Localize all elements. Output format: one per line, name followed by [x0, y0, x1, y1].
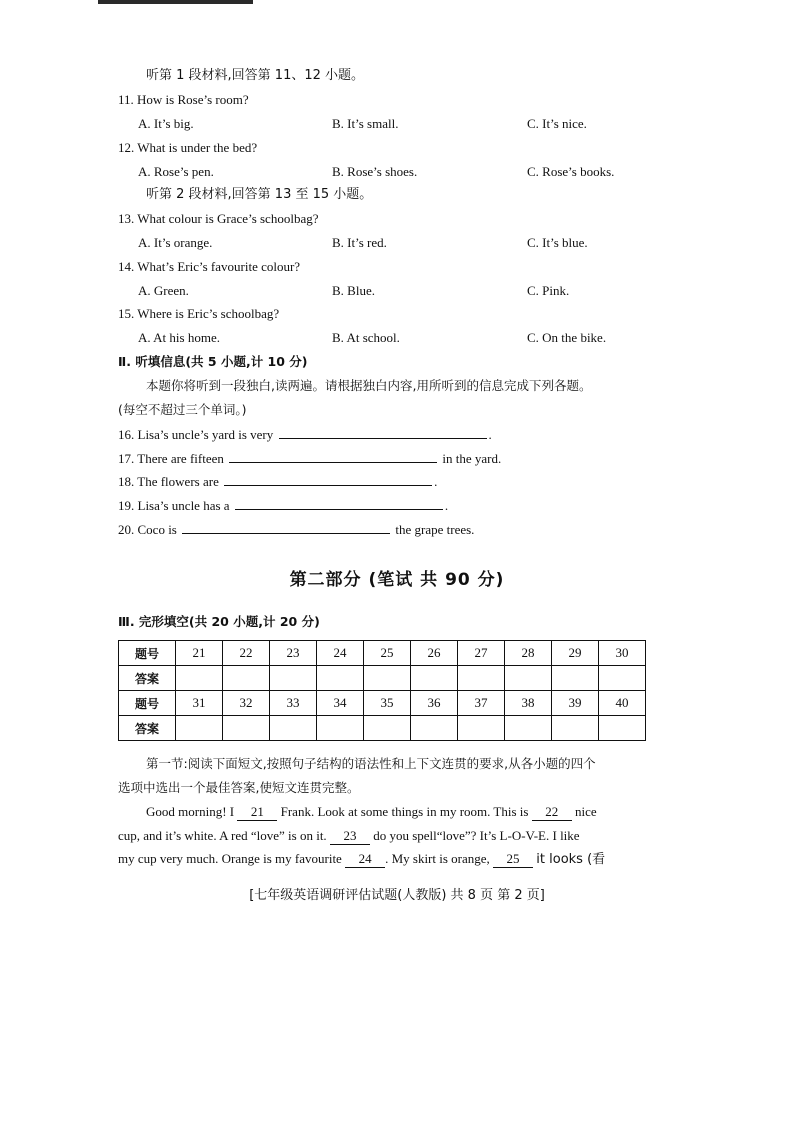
- passage-line-1: [146, 804, 597, 821]
- row-label-number: 题号: [119, 641, 176, 666]
- q15-option-a: A. At his home.: [138, 330, 220, 345]
- table-row: [119, 716, 646, 741]
- answer-cell[interactable]: [552, 666, 599, 691]
- section-2-instruction-note: (每空不超过三个单词。): [118, 402, 247, 417]
- number-cell: 25: [364, 641, 411, 666]
- q19-end: .: [444, 498, 449, 513]
- part-2-title: 第二部分 (笔试 共 90 分): [289, 570, 505, 590]
- number-cell: 37: [458, 691, 505, 716]
- q12-option-a: A. Rose’s pen.: [138, 164, 214, 179]
- passage-text: nice: [574, 804, 597, 819]
- answer-cell[interactable]: [505, 666, 552, 691]
- number-cell: 24: [317, 641, 364, 666]
- q13-option-c: C. It’s blue.: [527, 235, 588, 250]
- passage-text: cup, and it’s white. A red “love” is on it.: [118, 828, 327, 843]
- answer-cell[interactable]: [364, 716, 411, 741]
- question-18: [118, 473, 437, 490]
- number-cell: 28: [505, 641, 552, 666]
- number-cell: 32: [223, 691, 270, 716]
- answer-table: [118, 640, 646, 741]
- q16-blank[interactable]: [279, 426, 487, 439]
- number-cell: 22: [223, 641, 270, 666]
- question-19: [118, 497, 448, 514]
- question-12: 12. What is under the bed?: [118, 140, 258, 155]
- q11-option-c: C. It’s nice.: [527, 116, 587, 131]
- q14-option-c: C. Pink.: [527, 283, 570, 298]
- number-cell: 26: [411, 641, 458, 666]
- question-13: 13. What colour is Grace’s schoolbag?: [118, 211, 319, 226]
- passage-line-3: [118, 851, 605, 868]
- passage-text: . My skirt is orange,: [385, 851, 490, 866]
- number-cell: 39: [552, 691, 599, 716]
- q14-option-a: A. Green.: [138, 283, 189, 298]
- q19-text: 19. Lisa’s uncle has a: [118, 498, 230, 513]
- section-2-heading: Ⅱ. 听填信息(共 5 小题,计 10 分): [118, 354, 308, 369]
- q16-end: .: [488, 427, 492, 442]
- q17-text: 17. There are fifteen: [118, 451, 224, 466]
- answer-cell[interactable]: [176, 716, 223, 741]
- section-2-instruction: 本题你将听到一段独白,读两遍。请根据独白内容,用所听到的信息完成下列各题。: [146, 378, 592, 393]
- passage-text: Frank. Look at some things in my room. This is: [280, 804, 529, 819]
- answer-cell[interactable]: [552, 716, 599, 741]
- answer-cell[interactable]: [599, 666, 646, 691]
- passage-line-2: [118, 828, 580, 845]
- passage-text: it looks (看: [536, 852, 606, 867]
- number-cell: 38: [505, 691, 552, 716]
- page-footer: [七年级英语调研评估试题(人教版) 共 8 页 第 2 页]: [249, 888, 545, 903]
- q19-blank[interactable]: [235, 497, 443, 510]
- q20-text: 20. Coco is: [118, 522, 177, 537]
- q11-option-b: B. It’s small.: [332, 116, 399, 131]
- table-row: [119, 641, 646, 666]
- answer-cell[interactable]: [270, 716, 317, 741]
- blank-21[interactable]: 21: [237, 804, 277, 821]
- row-label-number: 题号: [119, 691, 176, 716]
- q20-end: the grape trees.: [395, 522, 475, 537]
- section-3-heading: Ⅲ. 完形填空(共 20 小题,计 20 分): [118, 614, 320, 629]
- answer-cell[interactable]: [411, 666, 458, 691]
- number-cell: 30: [599, 641, 646, 666]
- question-17: [118, 450, 501, 467]
- question-15: 15. Where is Eric’s schoolbag?: [118, 306, 280, 321]
- scan-mark: [98, 0, 253, 4]
- q17-end: in the yard.: [442, 451, 502, 466]
- row-label-answer: 答案: [119, 716, 176, 741]
- question-14: 14. What’s Eric’s favourite colour?: [118, 259, 301, 274]
- listening-intro-2: 听第 2 段材料,回答第 13 至 15 小题。: [146, 187, 373, 202]
- q18-text: 18. The flowers are: [118, 474, 219, 489]
- question-20: [118, 521, 474, 538]
- q20-blank[interactable]: [182, 521, 390, 534]
- answer-cell[interactable]: [599, 716, 646, 741]
- answer-cell[interactable]: [458, 666, 505, 691]
- passage-text: my cup very much. Orange is my favourite: [118, 851, 342, 866]
- answer-cell[interactable]: [317, 666, 364, 691]
- number-cell: 35: [364, 691, 411, 716]
- q16-text: 16. Lisa’s uncle’s yard is very: [118, 427, 274, 442]
- answer-cell[interactable]: [223, 666, 270, 691]
- answer-cell[interactable]: [411, 716, 458, 741]
- number-cell: 27: [458, 641, 505, 666]
- answer-cell[interactable]: [270, 666, 317, 691]
- number-cell: 23: [270, 641, 317, 666]
- question-16: [118, 426, 492, 443]
- question-11: 11. How is Rose’s room?: [118, 92, 249, 107]
- cloze-instruction: 第一节:阅读下面短文,按照句子结构的语法性和上下文连贯的要求,从各小题的四个: [146, 756, 596, 771]
- q11-option-a: A. It’s big.: [138, 116, 194, 131]
- q12-option-c: C. Rose’s books.: [527, 164, 615, 179]
- blank-25[interactable]: 25: [493, 851, 533, 868]
- number-cell: 21: [176, 641, 223, 666]
- q13-option-a: A. It’s orange.: [138, 235, 213, 250]
- q12-option-b: B. Rose’s shoes.: [332, 164, 418, 179]
- answer-cell[interactable]: [176, 666, 223, 691]
- number-cell: 40: [599, 691, 646, 716]
- answer-cell[interactable]: [505, 716, 552, 741]
- cloze-instruction-cont: 选项中选出一个最佳答案,使短文连贯完整。: [118, 780, 360, 795]
- table-row: [119, 691, 646, 716]
- q17-blank[interactable]: [229, 450, 437, 463]
- number-cell: 34: [317, 691, 364, 716]
- number-cell: 31: [176, 691, 223, 716]
- q13-option-b: B. It’s red.: [332, 235, 387, 250]
- number-cell: 29: [552, 641, 599, 666]
- table-row: [119, 666, 646, 691]
- listening-intro-1: 听第 1 段材料,回答第 11、12 小题。: [146, 68, 365, 83]
- row-label-answer: 答案: [119, 666, 176, 691]
- q18-blank[interactable]: [224, 473, 432, 486]
- number-cell: 33: [270, 691, 317, 716]
- q18-end: .: [434, 474, 438, 489]
- blank-24[interactable]: 24: [345, 851, 385, 868]
- passage-text: do you spell“love”? It’s L-O-V-E. I like: [373, 828, 580, 843]
- answer-cell[interactable]: [317, 716, 364, 741]
- blank-22[interactable]: 22: [532, 804, 572, 821]
- q14-option-b: B. Blue.: [332, 283, 375, 298]
- passage-text: Good morning! I: [146, 804, 235, 819]
- q15-option-b: B. At school.: [332, 330, 400, 345]
- blank-23[interactable]: 23: [330, 828, 370, 845]
- number-cell: 36: [411, 691, 458, 716]
- answer-cell[interactable]: [223, 716, 270, 741]
- q15-option-c: C. On the bike.: [527, 330, 607, 345]
- answer-cell[interactable]: [364, 666, 411, 691]
- answer-cell[interactable]: [458, 716, 505, 741]
